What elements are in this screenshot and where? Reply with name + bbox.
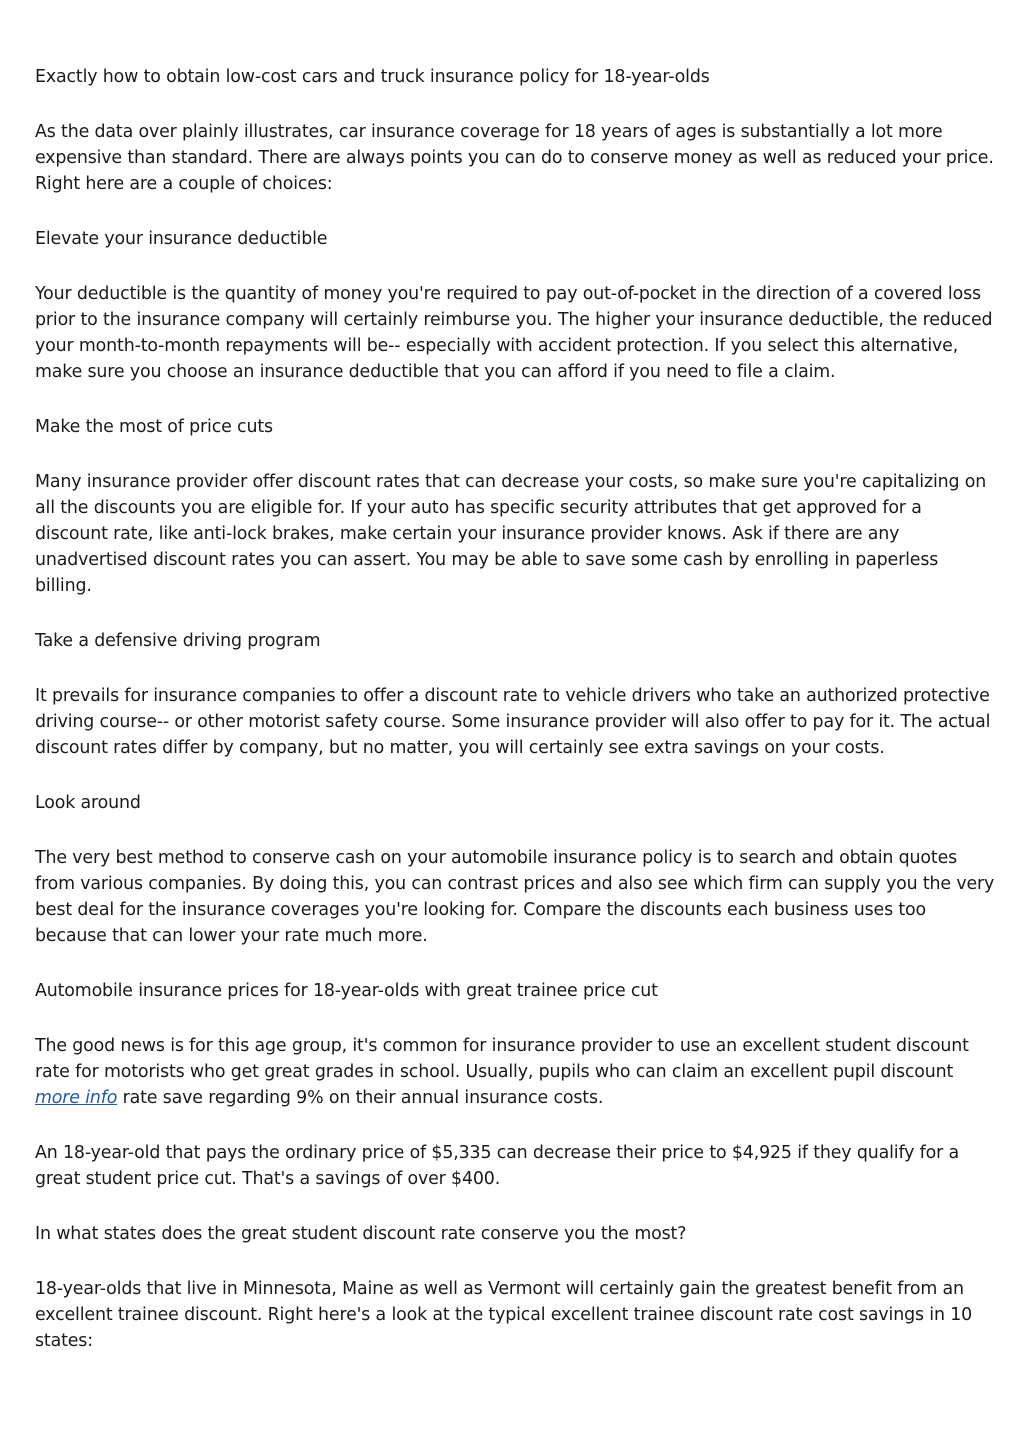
intro-paragraph: As the data over plainly illustrates, car insurance coverage for 18 years of ages is substantially a lot more expensive than standard. There are always points you can do to conserve money as well as reduced your price. Right here are a couple of choices: (35, 122, 994, 194)
deductible-paragraph: Your deductible is the quantity of money you're required to pay out-of-pocket in the direction of a covered loss prior to the insurance company will certainly reimburse you. The higher your insurance deductible, the reduced your month-to-month repayments will be-- especially with accident protection. If you select this alternative, make sure you choose an insurance deductible that you can afford if you need to file a claim. (35, 284, 993, 382)
savings-paragraph: An 18-year-old that pays the ordinary price of $5,335 can decrease their price to $4,925 if they qualify for a great student price cut. That's a savings of over $400. (35, 1143, 959, 1189)
heading-states: In what states does the great student discount rate conserve you the most? (35, 1224, 687, 1244)
states-paragraph: 18-year-olds that live in Minnesota, Maine as well as Vermont will certainly gain the greatest benefit from an excellent trainee discount. Right here's a look at the typical excellent trainee discount rate cost savings in 10 states: (35, 1279, 973, 1351)
heading-defensive-driving: Take a defensive driving program (35, 631, 321, 651)
heading-discounts: Make the most of price cuts (35, 417, 273, 437)
student-discount-paragraph (35, 1033, 995, 1111)
more-info-link[interactable]: more info (35, 1088, 118, 1108)
discounts-paragraph: Many insurance provider offer discount rates that can decrease your costs, so make sure you're capitalizing on all the discounts you are eligible for. If your auto has specific security attributes that get approved for a discount rate, like anti-lock brakes, make certain your insurance provider knows. Ask if there are any unadvertised discount rates you can assert. You may be able to save some cash by enrolling in paperless billing. (35, 472, 987, 596)
document-body (35, 64, 995, 1383)
student-discount-text-after: rate save regarding 9% on their annual insurance costs. (117, 1088, 604, 1108)
heading-look-around: Look around (35, 793, 141, 813)
article-title: Exactly how to obtain low-cost cars and truck insurance policy for 18-year-olds (35, 67, 710, 87)
heading-student-discount: Automobile insurance prices for 18-year-olds with great trainee price cut (35, 981, 658, 1001)
defensive-driving-paragraph: It prevails for insurance companies to offer a discount rate to vehicle drivers who take an authorized protective driving course-- or other motorist safety course. Some insurance provider will also offer to pay for it. The actual discount rates differ by company, but no matter, you will certainly see extra savings on your costs. (35, 686, 991, 758)
heading-deductible: Elevate your insurance deductible (35, 229, 328, 249)
student-discount-text-before: The good news is for this age group, it's common for insurance provider to use an excellent student discount rate for motorists who get great grades in school. Usually, pupils who can claim an excellent pupil discount (35, 1036, 969, 1082)
look-around-paragraph: The very best method to conserve cash on your automobile insurance policy is to search and obtain quotes from various companies. By doing this, you can contrast prices and also see which firm can supply you the very best deal for the insurance coverages you're looking for. Compare the discounts each business uses too because that can lower your rate much more. (35, 848, 995, 946)
